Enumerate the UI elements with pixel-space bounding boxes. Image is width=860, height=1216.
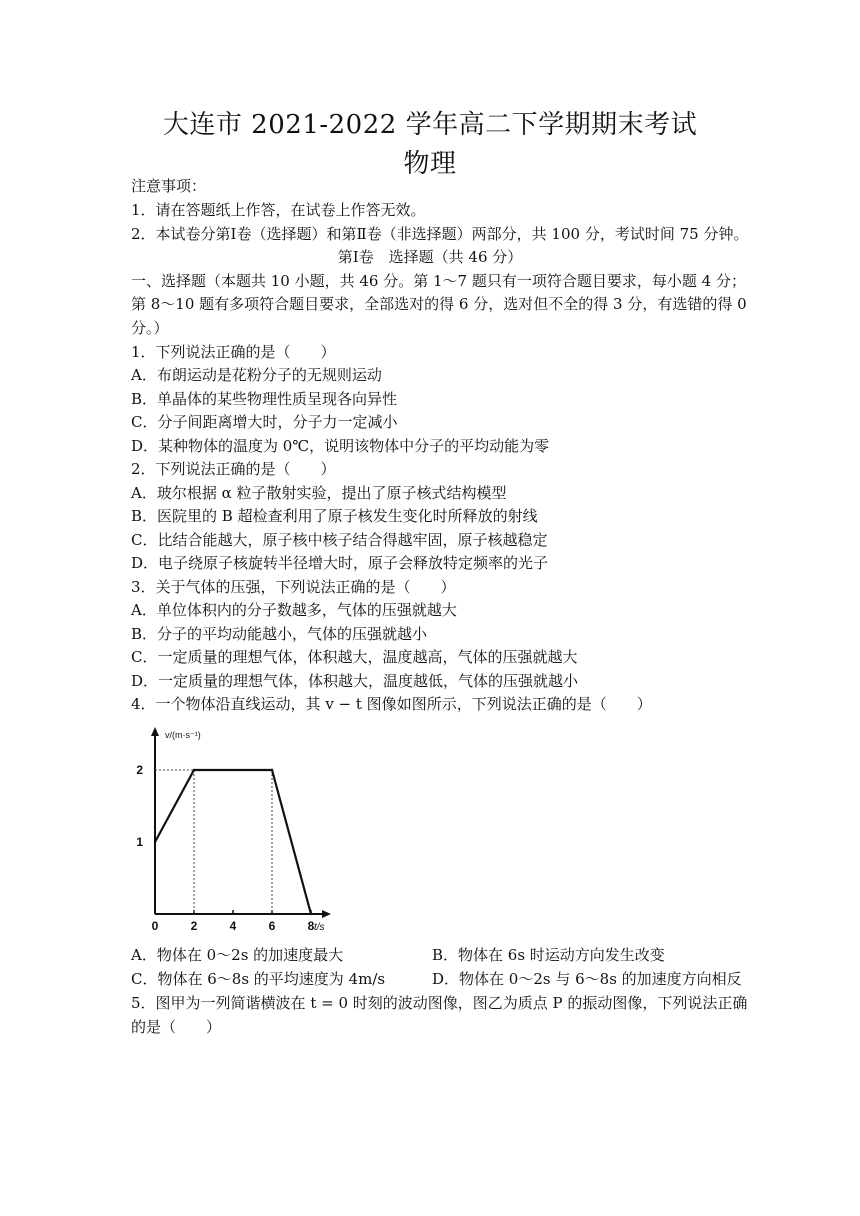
q1-option-c: C．分子间距离增大时，分子力一定减小: [131, 413, 398, 431]
data-point: [310, 913, 312, 915]
section-title: 第Ⅰ卷 选择题（共 46 分）: [337, 248, 523, 266]
q2-option-a: A．玻尔根据 α 粒子散射实验，提出了原子核式结构模型: [131, 484, 507, 502]
q1-option-b: B．单晶体的某些物理性质呈现各向异性: [131, 390, 398, 408]
q4-option-d: D．物体在 0～2s 与 6～8s 的加速度方向相反: [432, 970, 742, 988]
y-tick-label: 2: [136, 763, 143, 777]
q2-option-c: C．比结合能越大，原子核中核子结合得越牢固，原子核越稳定: [131, 531, 548, 549]
y-axis-arrow: [151, 727, 159, 736]
q1-stem: 1．下列说法正确的是（ ）: [131, 343, 336, 361]
x-tick-label: 4: [229, 919, 237, 933]
q3-stem: 3．关于气体的压强，下列说法正确的是（ ）: [131, 578, 456, 596]
notes-item-2: 2．本试卷分第Ⅰ卷（选择题）和第Ⅱ卷（非选择题）两部分，共 100 分，考试时间 75 分钟。: [131, 225, 749, 243]
exam-title: 大连市 2021-2022 学年高二下学期期末考试: [162, 110, 698, 140]
q3-option-b: B．分子的平均动能越小，气体的压强就越小: [131, 625, 428, 643]
x-tick-label: 6: [268, 919, 276, 933]
x-tick-label: 8: [307, 919, 315, 933]
section-intro-line-3: 分。）: [131, 319, 169, 337]
x-axis-label: t/s: [314, 922, 325, 933]
section-intro-line-1: 一、选择题（本题共 10 小题，共 46 分。第 1～7 题只有一项符合题目要求，每小题 4 分；: [131, 272, 746, 290]
q2-option-d: D．电子绕原子核旋转半径增大时，原子会释放特定频率的光子: [131, 554, 549, 572]
notes-item-1: 1．请在答题纸上作答，在试卷上作答无效。: [131, 201, 426, 219]
q3-option-a: A．单位体积内的分子数越多，气体的压强就越大: [131, 601, 457, 619]
q5-stem-line-1: 5．图甲为一列简谐横波在 t = 0 时刻的波动图像，图乙为质点 P 的振动图像，下列说法正确: [131, 994, 748, 1012]
velocity-time-chart: [138, 722, 333, 937]
q3-option-c: C．一定质量的理想气体，体积越大，温度越高，气体的压强就越大: [131, 648, 578, 666]
data-point: [154, 841, 156, 843]
q1-option-a: A．布朗运动是花粉分子的无规则运动: [131, 366, 382, 384]
q4-option-b: B．物体在 6s 时运动方向发生改变: [432, 946, 665, 964]
data-point: [193, 769, 195, 771]
y-tick-label: 1: [136, 835, 143, 849]
data-point: [271, 769, 273, 771]
x-axis-arrow: [322, 910, 331, 918]
q2-option-b: B．医院里的 B 超检查利用了原子核发生变化时所释放的射线: [131, 507, 538, 525]
q4-option-a: A．物体在 0～2s 的加速度最大: [131, 946, 344, 964]
subject-title: 物理: [403, 149, 457, 179]
velocity-series-line: [155, 770, 311, 914]
q1-option-d: D．某种物体的温度为 0℃，说明该物体中分子的平均动能为零: [131, 437, 550, 455]
section-intro-line-2: 第 8～10 题有多项符合题目要求，全部选对的得 6 分，选对但不全的得 3 分，有选错的得 0: [131, 295, 747, 313]
q4-option-c: C．物体在 6～8s 的平均速度为 4m/s: [131, 970, 386, 988]
q4-stem: 4．一个物体沿直线运动，其 v − t 图像如图所示，下列说法正确的是（ ）: [131, 695, 652, 713]
y-axis-label: v/(m·s⁻¹): [165, 730, 201, 740]
x-tick-label: 0: [151, 919, 159, 933]
x-tick-label: 2: [190, 919, 198, 933]
q3-option-d: D．一定质量的理想气体，体积越大，温度越低，气体的压强就越小: [131, 672, 579, 690]
notes-heading: 注意事项：: [131, 177, 207, 195]
q5-stem-line-2: 的是（ ）: [131, 1018, 222, 1036]
q2-stem: 2．下列说法正确的是（ ）: [131, 460, 336, 478]
